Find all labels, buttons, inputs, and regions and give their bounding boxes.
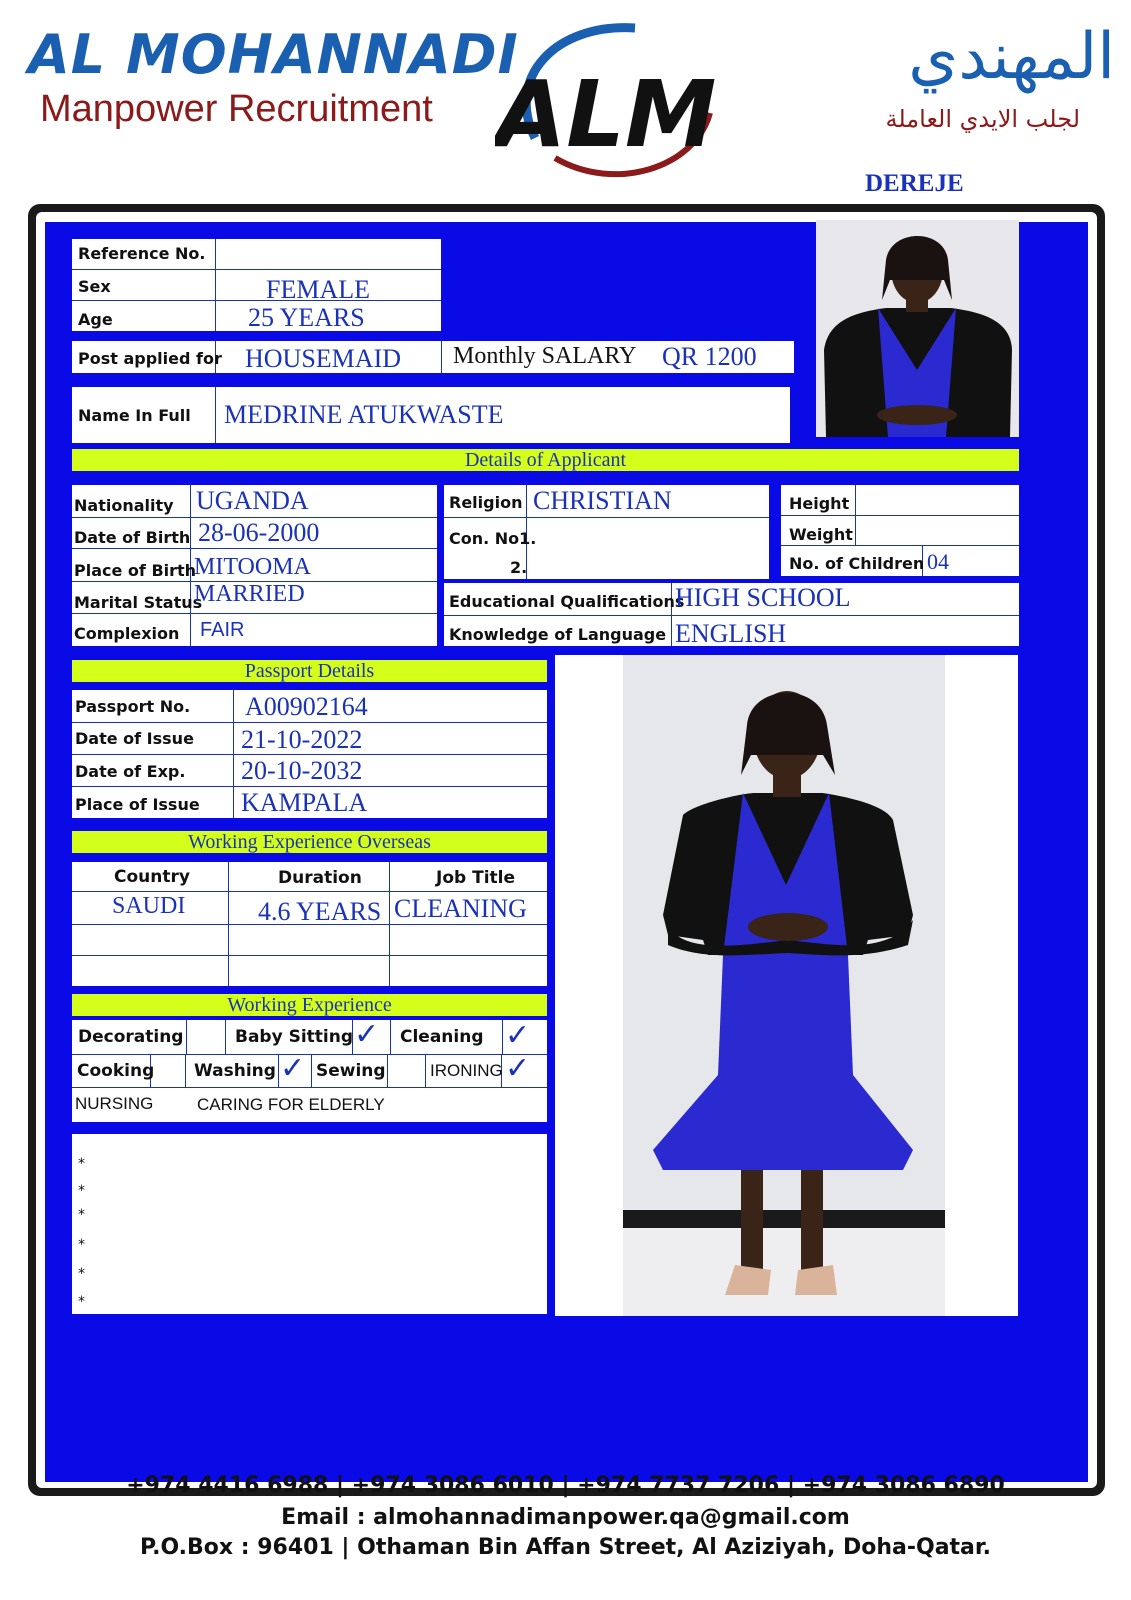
ironing-check-icon: ✓ <box>505 1051 531 1086</box>
sex-value: FEMALE <box>266 275 370 304</box>
overseas-header-job: Job Title <box>436 868 515 888</box>
pob-value: MITOOMA <box>194 554 311 580</box>
company-name: AL MOHANNADI <box>28 23 519 86</box>
age-value: 25 YEARS <box>248 303 365 332</box>
cleaning-check-icon: ✓ <box>505 1018 531 1053</box>
note-bullet-3: * <box>78 1207 85 1223</box>
note-bullet-6: * <box>78 1294 85 1310</box>
exp-decorating: Decorating <box>78 1027 184 1047</box>
place-of-issue-value: KAMPALA <box>241 788 368 817</box>
marital-label: Marital Status <box>74 593 203 612</box>
exp-washing: Washing <box>194 1061 276 1081</box>
experience-title: Working Experience <box>72 994 547 1016</box>
con2-label: 2. <box>510 558 528 577</box>
language-label: Knowledge of Language <box>449 625 667 644</box>
con1-label: Con. No1. <box>449 529 537 548</box>
overseas-title: Working Experience Overseas <box>72 831 547 853</box>
overseas-header-country: Country <box>114 867 190 887</box>
dob-label: Date of Birth <box>74 528 191 547</box>
complexion-value: FAIR <box>200 619 245 641</box>
footer-address: P.O.Box : 96401 | Othaman Bin Affan Street, Al Aziziyah, Doha-Qatar. <box>140 1535 991 1560</box>
logo-mark-text: ALM <box>495 61 717 168</box>
exp-date-value: 20-10-2032 <box>241 756 363 785</box>
issue-date-label: Date of Issue <box>75 729 194 748</box>
alm-logo <box>495 18 725 188</box>
footer-phones: +974 4416 6988 | +974 3086 6010 | +974 7737 7206 | +974 3086 6890 <box>126 1473 1005 1498</box>
nationality-label: Nationality <box>74 496 174 515</box>
post-label: Post applied for <box>78 349 222 368</box>
exp-cleaning: Cleaning <box>400 1027 484 1047</box>
education-label: Educational Qualifications <box>449 592 685 611</box>
details-title: Details of Applicant <box>72 449 1019 471</box>
education-value: HIGH SCHOOL <box>675 583 851 612</box>
sex-label: Sex <box>78 277 111 296</box>
exp-date-label: Date of Exp. <box>75 762 186 781</box>
exp-ironing: IRONING <box>430 1061 503 1080</box>
age-label: Age <box>78 310 113 329</box>
overseas-job-value: CLEANING <box>394 894 527 923</box>
religion-label: Religion <box>449 493 523 512</box>
applicant-photo-full <box>623 655 945 1316</box>
ref-sex-age-table <box>72 239 441 331</box>
applicant-photo-small <box>816 220 1019 437</box>
note-bullet-4: * <box>78 1237 85 1253</box>
weight-label: Weight <box>789 525 853 544</box>
overseas-header-duration: Duration <box>278 868 362 888</box>
language-value: ENGLISH <box>675 619 787 648</box>
exp-nursing: NURSING <box>75 1094 154 1113</box>
exp-sewing: Sewing <box>316 1061 386 1081</box>
footer-email[interactable]: Email : almohannadimanpower.qa@gmail.com <box>281 1505 850 1530</box>
note-bullet-5: * <box>78 1266 85 1282</box>
children-label: No. of Children <box>789 554 925 573</box>
complexion-label: Complexion <box>74 624 180 643</box>
passport-no-label: Passport No. <box>75 697 191 716</box>
baby-sitting-check-icon: ✓ <box>354 1017 380 1052</box>
note-bullet-2: * <box>78 1183 85 1199</box>
name-label: Name In Full <box>78 406 191 425</box>
details-middle-table <box>444 485 769 579</box>
overseas-duration-value: 4.6 YEARS <box>258 897 382 926</box>
notes-box <box>72 1134 547 1314</box>
passport-title: Passport Details <box>72 660 547 682</box>
name-row <box>72 387 790 443</box>
marital-value: MARRIED <box>194 581 305 607</box>
details-left-table <box>72 485 437 646</box>
passport-no-value: A00902164 <box>245 692 368 721</box>
nationality-value: UGANDA <box>196 486 309 515</box>
exp-caring-elderly: CARING FOR ELDERLY <box>197 1095 385 1114</box>
reference-label: Reference No. <box>78 244 206 263</box>
salary-label: Monthly SALARY <box>453 343 637 369</box>
issue-date-value: 21-10-2022 <box>241 725 363 754</box>
company-subtitle: Manpower Recruitment <box>40 88 433 130</box>
exp-baby-sitting: Baby Sitting <box>235 1027 354 1047</box>
washing-check-icon: ✓ <box>280 1051 306 1086</box>
name-value: MEDRINE ATUKWASTE <box>224 400 504 429</box>
agent-name: DEREJE <box>865 170 964 197</box>
exp-cooking: Cooking <box>77 1061 155 1081</box>
salary-value: QR 1200 <box>662 342 757 371</box>
overseas-country-value: SAUDI <box>112 893 186 919</box>
details-right-table <box>781 485 1019 576</box>
note-bullet-1: * <box>78 1156 85 1172</box>
place-of-issue-label: Place of Issue <box>75 795 200 814</box>
height-label: Height <box>789 494 850 513</box>
passport-table <box>72 690 547 818</box>
post-salary-row <box>72 341 794 373</box>
overseas-table <box>72 862 547 986</box>
religion-value: CHRISTIAN <box>533 486 672 515</box>
education-language-table <box>444 583 1019 646</box>
arabic-company-name: المهندي <box>908 20 1115 94</box>
children-value: 04 <box>927 549 949 574</box>
experience-table <box>72 1017 547 1122</box>
post-value: HOUSEMAID <box>245 344 401 373</box>
pob-label: Place of Birth <box>74 561 197 580</box>
dob-value: 28-06-2000 <box>198 518 320 547</box>
arabic-company-subtitle: لجلب الايدي العاملة <box>885 105 1080 133</box>
